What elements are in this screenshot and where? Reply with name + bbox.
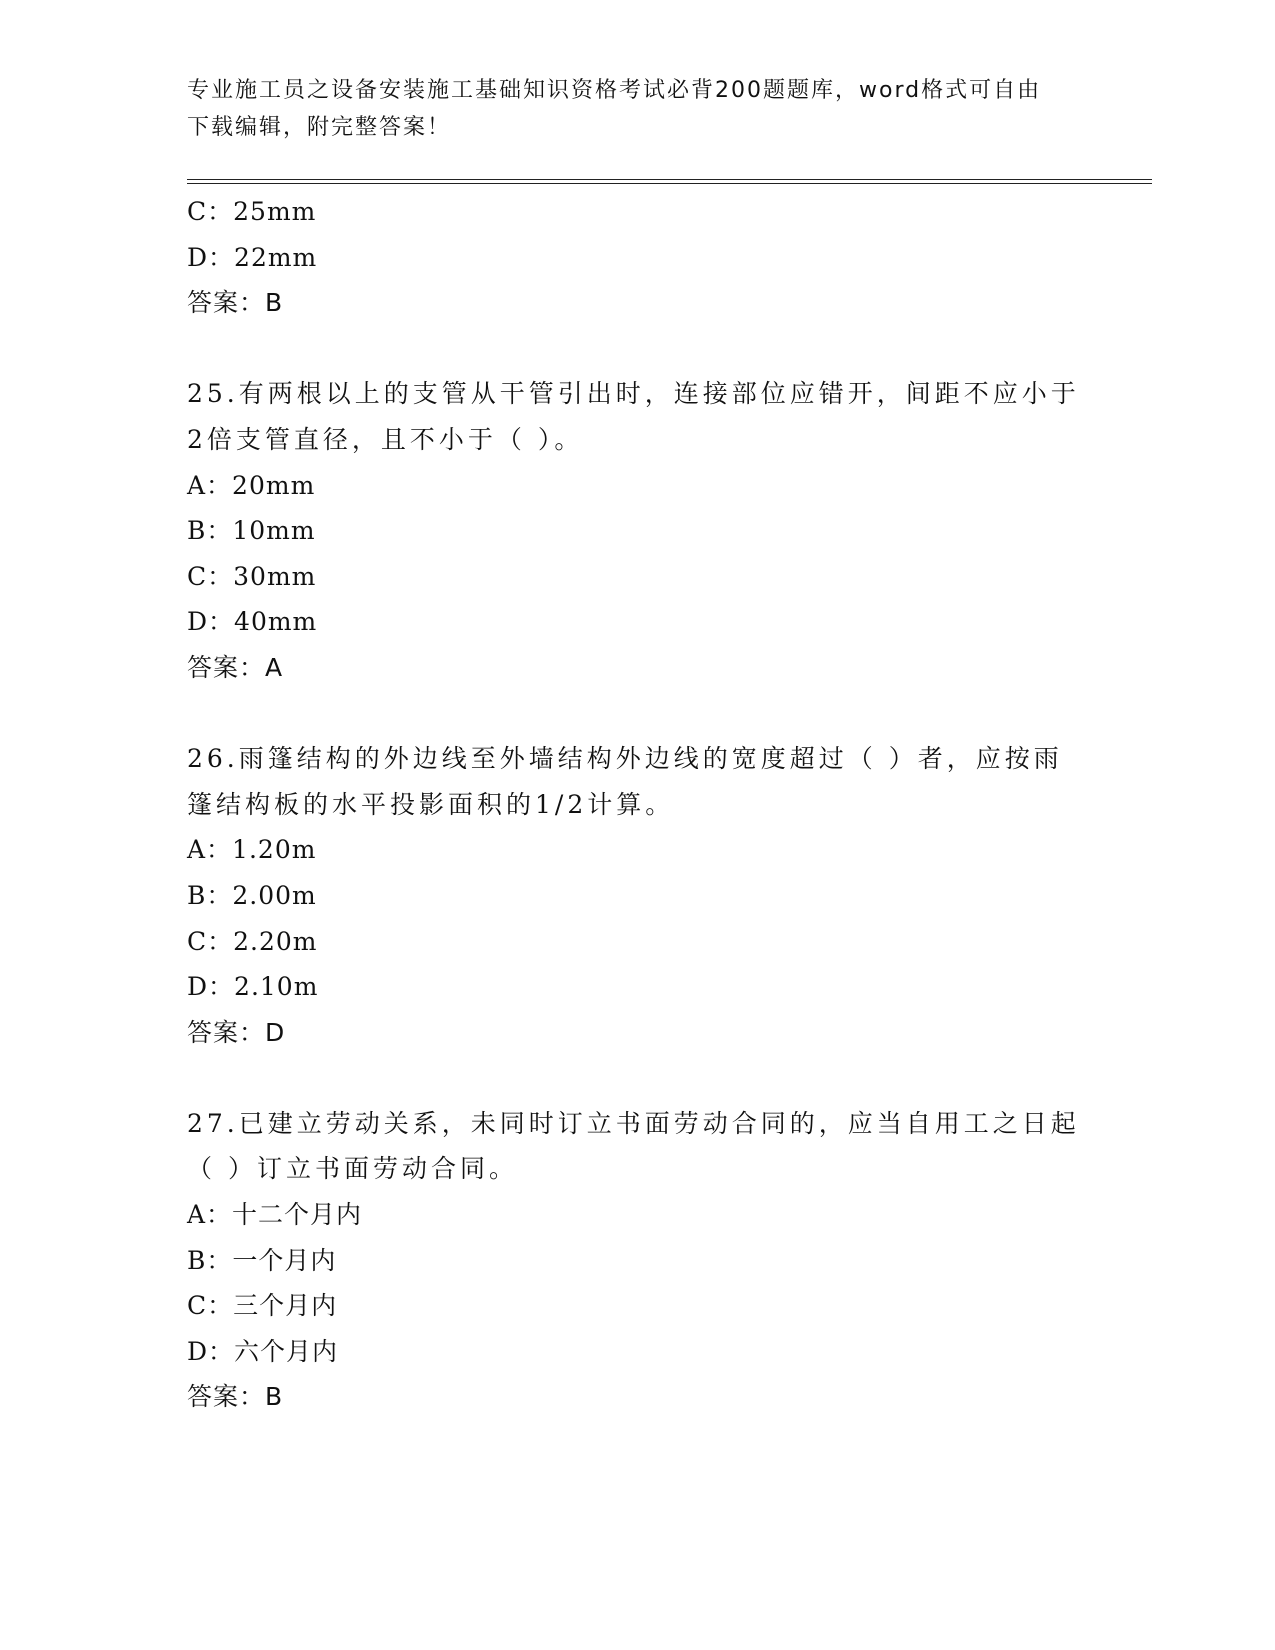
document-header bbox=[187, 72, 1087, 146]
option-a: A：20mm bbox=[187, 470, 316, 500]
question-text-line: 2倍支管直径，且不小于（ ）。 bbox=[187, 424, 584, 454]
option-c: C：25mm bbox=[187, 197, 317, 226]
option-d: D：六个月内 bbox=[187, 1336, 339, 1366]
spacer bbox=[187, 691, 1107, 737]
option-d: D：40mm bbox=[187, 607, 318, 637]
option-c: C：三个月内 bbox=[187, 1291, 338, 1321]
option-d: D：2.10m bbox=[187, 972, 319, 1002]
question-text-line: 25.有两根以上的支管从干管引出时，连接部位应错开，间距不应小于 bbox=[187, 379, 1080, 409]
answer-line: 答案：A bbox=[187, 652, 284, 682]
header-divider-top bbox=[187, 179, 1152, 180]
header-line-2: 下载编辑，附完整答案！ bbox=[187, 115, 452, 140]
header-divider-bottom bbox=[187, 183, 1152, 184]
spacer bbox=[187, 1055, 1107, 1101]
option-b: B：2.00m bbox=[187, 880, 317, 910]
question-text-line: （ ）订立书面劳动合同。 bbox=[187, 1154, 518, 1184]
answer-line: 答案：D bbox=[187, 1017, 286, 1047]
header-line-1: 专业施工员之设备安装施工基础知识资格考试必背200题题库，word格式可自由 bbox=[187, 78, 1042, 103]
spacer bbox=[187, 326, 1107, 372]
question-text-line: 26.雨篷结构的外边线至外墙结构外边线的宽度超过（ ）者，应按雨 bbox=[187, 744, 1063, 774]
option-c: C：30mm bbox=[187, 561, 317, 591]
option-b: B：一个月内 bbox=[187, 1245, 337, 1275]
option-a: A：十二个月内 bbox=[187, 1200, 363, 1230]
option-b: B：10mm bbox=[187, 516, 316, 546]
answer-line: 答案：B bbox=[187, 288, 284, 318]
previous-question-tail bbox=[187, 189, 1107, 326]
question-text-line: 27.已建立劳动关系，未同时订立书面劳动合同的，应当自用工之日起 bbox=[187, 1108, 1080, 1138]
answer-line: 答案：B bbox=[187, 1382, 284, 1412]
option-a: A：1.20m bbox=[187, 835, 317, 865]
option-d: D：22mm bbox=[187, 242, 318, 272]
question-26 bbox=[187, 736, 1107, 1055]
question-27 bbox=[187, 1101, 1107, 1420]
question-25 bbox=[187, 371, 1107, 690]
question-list bbox=[187, 189, 1107, 1420]
option-c: C：2.20m bbox=[187, 926, 318, 956]
question-text-line: 篷结构板的水平投影面积的1/2计算。 bbox=[187, 789, 675, 819]
